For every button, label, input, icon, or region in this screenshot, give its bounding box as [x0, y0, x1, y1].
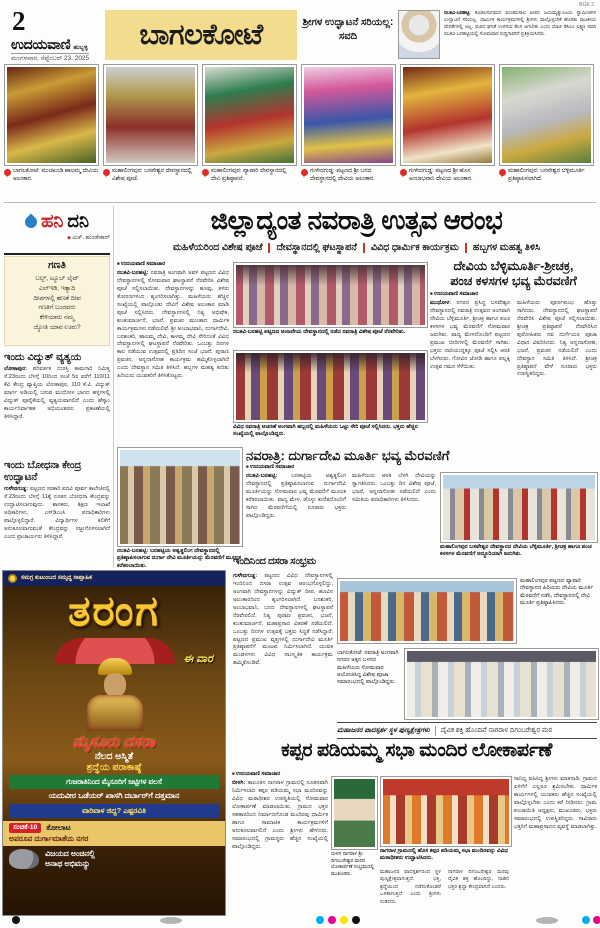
idol-procession-caption: ರಬಕವಿ-ಬನಹಟ್ಟಿ: ಬನಹಟ್ಟಿಯ ಅಶ್ವತ್ಥಲಿಂಗ ದೇವಸ್ಥಾನದಲ್ಲಿ ಪ್ರತಿಷ್ಠಾಪಿಸಲಾಗುವ ದುರ್ಗಾ ದೇವಿ ಮೂರ್ತಿಯನ್ನು ಮೆರವಣಿಗೆ ಮೂಲಕ ಕರೆತರಲಾಯಿತು. — [117, 548, 241, 569]
lead-photo-1 — [233, 262, 428, 328]
figure-torso-shape — [87, 695, 143, 731]
dasara-headline: ಇಂದಿನಿಂದ ದಸರಾ ಸಂಭ್ರಮ — [233, 556, 316, 567]
tarang-magazine-ad — [2, 570, 226, 916]
ad-item-1: ಗುಜರಾತಿನಿಂದ ಮೈಸೂರಿಗೆ ಜಟ್ಟಿಗಳ ವಲಸೆ — [9, 775, 219, 789]
idol-procession-photo — [117, 447, 243, 547]
strip-item — [499, 64, 594, 183]
truck-procession-photo — [337, 578, 517, 644]
silver-story-headline: ದೇವಿಯ ಬೆಳ್ಳಿಮೂರ್ತಿ-ಶ್ರೀಚಕ್ರ, ಪಂಚ ಕಳಸಗಳ ಭವ್ಯ ಮೆರವಣಿಗೆ — [450, 259, 577, 288]
location-pin-icon — [301, 169, 308, 178]
poem-line: ಬಲ್ಬ್, ಟ್ಯೂಬ್ ಲೈಟ್ — [35, 275, 79, 282]
brief-body: ರಬಕವಿ-ಬನಹಟ್ಟಿ: ಕೂಡಲಸಂಗಮದ ಪಂಚಮಸಾಲಿ ಪೀಠದ ಜಯಮೃತ್ಯುಂಜಯ ಸ್ವಾಮೀಜಿಗಳ ಉದ್ಘಾಟನೆ ಸರಿಯಲ್ಲ. ಧಾರ್ಮಿಕ ಕಾರ್ಯಕ್ರಮಗಳಲ್ಲಿ ಶ್ರೀಗಳು ಪಾಲ್ಗೊಳ್ಳಬೇಕೆ ಹೊರತು ರಾಜಕೀಯ ವೇದಿಕೆಗಳಲ್ಲಿ ಅಲ್ಲ. ಮಠದ ಘನತೆ ಉಳಿಸುವ ಕೆಲಸ ಆಗಬೇಕು ಎಂದು ಮಾಜಿ ಡಿಸಿಎಂ ಲಕ್ಷ್ಮಣ ಸವದಿ ರಬಕವಿ-ಬನಹಟ್ಟಿಯಲ್ಲಿ ಸೋಮವಾರ ಸುದ್ದಿಗಾರರಿಗೆ ಪ್ರತಿಕ್ರಿಯಿಸಿದರು. — [444, 11, 596, 37]
hall-colA: ಮಹಾಜನರ ಪಾದಸ್ಪರ್ಶದಿಂದ ಸ್ಥಳ ಪುಣ್ಯಕ್ಷೇತ್ರವಾಗುತ್ತದೆ. ಭಕ್ತಿ, ಶ್ರದ್ಧೆಯಿಂದ ನಡೆದುಕೊಂಡರೆ ಒಳಿತಾಗುತ್ತದೆ ಎಂದು ಶ್ರೀಗಳು ನುಡಿದರು. — [380, 869, 441, 905]
location-pin-icon — [499, 169, 506, 178]
strip-caption: ಮಹಾಲಿಂಗಪುರ: ವ್ಯಾಪಾರಿ ದೇವಸ್ಥಾನದಲ್ಲಿ ದೇವಿ ಪ್ರತಿಷ್ಠಾಪನೆ. — [211, 168, 287, 182]
hanidani-title-red: ಹನಿ — [40, 211, 64, 231]
magazine-emblem-icon — [8, 574, 17, 583]
divider — [4, 202, 596, 203]
ad-item-3: ವಾರಿವಾಳ ಜಿದ್ದ? ಎಷ್ಟರವಿತಿ — [9, 804, 219, 818]
teaching-center-story — [4, 460, 110, 568]
edition-city: ಹುಬ್ಬಳ್ಳಿ — [73, 45, 88, 51]
kicker-strip — [337, 722, 597, 739]
strip-caption: ಬಾಗಲಕೋಟೆ: ಮುಚಖಂಡಿ ಹಾಲಮ್ಮ ದೇವಿಯ ಅಲಂಕಾರ. — [13, 168, 99, 182]
subhead-separator — [465, 243, 467, 253]
registration-mark-cyan — [582, 916, 590, 924]
dasara-body: ಗುಳೇದಗುಡ್ಡ: ಪಟ್ಟಣದ ವಿವಿಧ ದೇವಸ್ಥಾನಗಳಲ್ಲಿ ಇಂದಿನಿಂದ ದಸರಾ ಉತ್ಸವ ಆರಂಭಗೊಳ್ಳಲಿದ್ದು, ಅಂಗವಾಗಿ ದೇವಸ್ಥಾನಗಳನ್ನು ವಿದ್ಯುತ್ ದೀಪ, ಹೂವಿನ ಅಲಂಕಾರದಿಂದ ಶೃಂಗರಿಸಲಾಗಿದೆ. ಬನಶಂಕರಿ, ಅಂಬಾಭವಾನಿ, ಬನದ ದೇವಸ್ಥಾನಗಳಲ್ಲಿ ಘಟಸ್ಥಾಪನೆ ನೆರವೇರಲಿದೆ. ನಿತ್ಯ ಪುರಾಣ ಪ್ರವಚನ, ಭಜನೆ, ಕುಂಕುಮಾರ್ಚನೆ, ಮಹಾಪ್ರಸಾದ ವಿತರಣೆ ನಡೆಯಲಿದೆ. ಒಂಬತ್ತು ದಿನಗಳ ಉತ್ಸವಕ್ಕೆ ಭಕ್ತರು ಸಿದ್ಧತೆ ನಡೆಸಿದ್ದಾರೆ. ಪಟ್ಟಣದ ಪ್ರಮುಖ ವೃತ್ತಗಳಲ್ಲಿ ದುರ್ಗಾದೇವಿ ಮೂರ್ತಿ ಪ್ರತಿಷ್ಠಾಪನೆಗೆ ಮಂಟಪ ನಿರ್ಮಿಸಲಾಗಿದೆ. ಯುವಕ ಮಂಡಳಗಳು ವಿವಿಧ ಸಾಂಸ್ಕೃತಿಕ ಕಾರ್ಯಕ್ರಮ ಹಮ್ಮಿಕೊಂಡಿವೆ. — [233, 573, 333, 667]
top-brief — [302, 8, 596, 62]
poem-line: ಜ್ಯೋತಿ ಯಾವ ಊರು? — [33, 323, 81, 331]
strip-caption: ಗುಳೇದಗುಡ್ಡ: ಪಟ್ಟಣದ ಶ್ರೀ ಹೊಸ ಅಂಬಾಭವಾನಿ ದೇವಿಯ ಅಲಂಕಾರ. — [409, 168, 473, 182]
location-pin-icon — [202, 169, 209, 178]
brief-portrait-photo — [398, 10, 440, 59]
subhead-item: ವಿವಿಧ ಧಾರ್ಮಿಕ ಕಾರ್ಯಕ್ರಮ — [370, 242, 459, 253]
subhead-item: ಮಹಿಳೆಯರಿಂದ ವಿಶೇಷ ಪೂಜೆ — [172, 242, 263, 253]
strip-item — [400, 64, 495, 183]
subhead-separator — [363, 243, 365, 253]
navaratri-col2: ಮಹಿಳೆಯರು ಆರತಿ ಬೆಳಗಿ ದೇವಿಯನ್ನು ಸ್ವಾಗತಿಸಿದರು. ಒಂಬತ್ತು ದಿನ ವಿಶೇಷ ಪೂಜೆ, ಭಜನೆ, ಅನ್ನದಾಸೋಹ ನಡೆಯಲಿದೆ ಎಂದು ಸಮಿತಿಯ ಪದಾಧಿಕಾರಿಗಳು ತಿಳಿಸಿದರು. — [352, 473, 436, 503]
hanidani-title-black: ದನಿ — [67, 211, 90, 231]
figure-face-shape — [104, 673, 126, 697]
power-outage-headline: ಇಂದು ವಿದ್ಯುತ್ ವ್ಯತ್ಯಯ — [4, 352, 82, 363]
truck-photo-caption: ಮಹಾಲಿಂಗಪುರ ಪಟ್ಟಣದ ವ್ಯಾಪಾರಿ ದೇವಸ್ಥಾನದ ಹಿರಿಯರು ದೇವಿಯ ಮೂರ್ತಿ ಮೆರವಣಿಗೆ ನಡೆಸಿ, ದೇವಸ್ಥಾನದಲ್ಲಿ ದೇವಿ ಮೂರ್ತಿ ಪ್ರತಿಷ್ಠಾಪಿಸಿದರು. — [520, 578, 594, 606]
registration-mark-magenta — [328, 916, 336, 924]
strip-item — [202, 64, 297, 183]
silver-col1: ಮುಧೋಳ: ನಗರದ ಪ್ರಸಿದ್ಧ ಬಸವೇಶ್ವರ ದೇವಸ್ಥಾನದಲ್ಲಿ ನವರಾತ್ರಿ ಉತ್ಸವದ ಅಂಗವಾಗಿ ದೇವಿಯ ಬೆಳ್ಳಿಮೂರ್ತಿ, ಶ್ರೀಚಕ್ರ ಹಾಗೂ ಪಂಚ ಕಳಸಗಳ ಭವ್ಯ ಮೆರವಣಿಗೆ ಸೋಮವಾರ ಜರುಗಿತು. ವಾದ್ಯ ಮೇಳದೊಂದಿಗೆ ಪಟ್ಟಣದ ಪ್ರಮುಖ ಬೀದಿಗಳಲ್ಲಿ ಮೆರವಣಿಗೆ ಸಾಗಿತು. ಭಕ್ತರು ದಾರಿಯುದ್ದಕ್ಕೂ ಪೂಜೆ ಸಲ್ಲಿಸಿ ಆರತಿ ಬೆಳಗಿದರು. ಗೋವಿನ ಜೋಡಿ ಹಾಗೂ ಪಲ್ಲಕ್ಕಿ ಉತ್ಸವ ಗಮನ ಸೆಳೆಯಿತು. — [430, 300, 510, 370]
teaching-center-headline: ಇಂದು ಬೋಧನಾ ಕೇಂದ್ರ ಉದ್ಘಾಟನೆ — [4, 460, 82, 483]
ad-week-label: ಈ ವಾರ — [183, 653, 213, 665]
elephant-photo-shape — [9, 849, 39, 869]
silver-columns — [430, 300, 597, 468]
poem-title: ಗಣತಿ — [48, 260, 66, 271]
stage-inauguration-photo — [380, 776, 512, 847]
deity-photo-2 — [103, 64, 198, 166]
hall-mini-columns — [380, 869, 510, 911]
poem-line: ಗಣತಿಗೆ ಬಂದವರು — [38, 304, 76, 312]
ad-subtitle-1: ನೆಲದ ಅಸ್ಮಿತೆ — [94, 751, 134, 763]
strip-item — [4, 64, 99, 183]
lead-photo-1-caption: ರಬಕವಿ-ಬನಹಟ್ಟಿ ಪಟ್ಟಣದ ಆಂಜನೇಯ ದೇವಸ್ಥಾನದಲ್ಲಿ ನಡೆದ ನವರಾತ್ರಿ ವಿಶೇಷ ಪೂಜೆ ನೆರವೇರಿತು. — [233, 329, 406, 335]
hall-colB: ನಾಗರಾಳ ದಿಗಂಬರೇಶ್ವರ ಮಠವು ದೈವಿಕ ಶಕ್ತಿ ಹೊಂದಿದ್ದು, ನಾಡಿನ ಭಕ್ತರ ಶ್ರದ್ಧಾ ಕೇಂದ್ರವಾಗಿದೆ ಎಂದರು. — [448, 869, 509, 890]
kicker-separator — [435, 726, 436, 736]
lead-photo-2 — [233, 350, 428, 423]
registration-mark-magenta — [593, 916, 600, 924]
band-photo-caption: ಮಹಾಲಿಂಗಪುರ ಬಸವೇಶ್ವರ ದೇವಸ್ಥಾನದ ದೇವಿಯ ಬೆಳ್ಳಿಮೂರ್ತಿ, ಶ್ರೀಚಕ್ರ ಹಾಗೂ ಪಂಚ ಕಳಸಗಳ ಮೆರವಣಿಗೆ ಅದ್ಧೂರಿಯಾಗಿ ಜರುಗಿತು. — [440, 544, 592, 558]
ad-cover-figure — [3, 636, 225, 732]
deity-photo-4 — [301, 64, 396, 166]
strip-item — [301, 64, 396, 183]
navaratri-col1: ರಬಕವಿ-ಬನಹಟ್ಟಿ: ಬನಹಟ್ಟಿಯ ಅಶ್ವತ್ಥಲಿಂಗ ದೇವಸ್ಥಾನದಲ್ಲಿ ಪ್ರತಿಷ್ಠಾಪಿಸಲಾಗುವ ದುರ್ಗಾದೇವಿ ಮೂರ್ತಿಯನ್ನು ಸೋಮವಾರ ಭವ್ಯ ಮೆರವಣಿಗೆ ಮೂಲಕ ಕರೆತರಲಾಯಿತು. ವಾದ್ಯ ಮೇಳ, ಡೊಳ್ಳು ಕುಣಿತದೊಂದಿಗೆ ಸಾಗಿದ ಮೆರವಣಿಗೆಯಲ್ಲಿ ನೂರಾರು ಭಕ್ತರು ಪಾಲ್ಗೊಂಡಿದ್ದರು. — [246, 473, 346, 519]
registration-mark-black — [352, 916, 360, 924]
ad-item-2: ಯದುವೀರ ಒಡೆಯರ್ ಖಾಸಗಿ ದರ್ಬಾರ್‌ಗೆ ದತ್ತಮಾನ — [48, 791, 180, 801]
lead-col1: ರಬಕವಿ-ಬನಹಟ್ಟಿ: ನವರಾತ್ರಿ ಅಂಗವಾಗಿ ಅವಳಿ ಪಟ್ಟಣದ ವಿವಿಧ ದೇವಸ್ಥಾನಗಳಲ್ಲಿ ಸೋಮವಾರ ಘಟಸ್ಥಾಪನೆ ನೆರವೇರಿಸಿ ವಿಶೇಷ ಪೂಜೆ ಸಲ್ಲಿಸಲಾಯಿತು. ದೇವಸ್ಥಾನಗಳನ್ನು ಹೂವು, ತಳಿರು ತೋರಣಗಳಿಂದ ಶೃಂಗರಿಸಲಾಗಿತ್ತು. ಮಹಿಳೆಯರು ಹೆಚ್ಚಿನ ಸಂಖ್ಯೆಯಲ್ಲಿ ಪಾಲ್ಗೊಂಡು ದೇವಿಗೆ ವಿಶೇಷ ಅಲಂಕಾರ ಮಾಡಿ ಪೂಜೆ ಸಲ್ಲಿಸಿದರು. ದೇವಸ್ಥಾನಗಳಲ್ಲಿ ನಿತ್ಯ ಅಭಿಷೇಕ, ಕುಂಕುಮಾರ್ಚನೆ, ಭಜನೆ, ಪ್ರವಚನ ಮುಂತಾದ ಧಾರ್ಮಿಕ ಕಾರ್ಯಕ್ರಮಗಳು ನಡೆಯಲಿವೆ. ಶ್ರೀ ಅಂಬಾಭವಾನಿ, ದುರ್ಗಾದೇವಿ, ಬನಶಂಕರಿ, ಹಾಲಮ್ಮ ದೇವಿ, ಕಾಳಮ್ಮ ದೇವಿ ಸೇರಿದಂತೆ ವಿವಿಧ ದೇವಸ್ಥಾನಗಳಲ್ಲಿ ಘಟಸ್ಥಾಪನೆ ನೆರವೇರಿತು. ಒಂಬತ್ತು ದಿನಗಳ ಕಾಲ ನಡೆಯುವ ಉತ್ಸವದಲ್ಲಿ ಪ್ರತಿದಿನ ಸಂಜೆ ಭಜನೆ, ಪುರಾಣ ಪ್ರವಚನ, ಅನ್ನದಾಸೋಹ ಕಾರ್ಯಕ್ರಮ ಹಮ್ಮಿಕೊಳ್ಳಲಾಗಿದೆ ಎಂದು ದೇವಸ್ಥಾನ ಸಮಿತಿ ತಿಳಿಸಿದೆ. ಹಬ್ಬಗಳ ಮಹತ್ವ ಕುರಿತು ಹಿರಿಯರು ಯುವಕರಿಗೆ ತಿಳಿಸಿಕೊಟ್ಟರು. — [117, 270, 229, 380]
group-photo-caption: ಬಾಗಲಕೋಟೆ: ನವರಾತ್ರಿ ಅಂಗವಾಗಿ ನಗರದ ಅಕ್ಕನ ಬಳಗದ ಮಹಿಳೆಯರು ಸೋಮವಾರ ಆಯೋಜಿಸಿದ್ದ ವಿಶೇಷ ಪೂಜಾ ಸಮಾರಂಭದಲ್ಲಿ ಪಾಲ್ಗೊಂಡಿದ್ದರು. — [337, 650, 399, 686]
hall-headline: ಕಪ್ಪರ ಪಡಿಯಮ್ಮ ಸಭಾ ಮಂದಿರ ಲೋಕಾರ್ಪಣೆ — [281, 740, 552, 761]
registration-mark-cyan — [316, 916, 324, 924]
page-number: 2 — [12, 6, 26, 36]
power-outage-body: ಲೋಕಾಪುರ: ಪರಿವರ್ತಕ ದುರಸ್ತಿ ಕಾಮಗಾರಿ ನಿಮಿತ್ತ ಸೆ.23ರಂದು ಬೆಳಗ್ಗೆ 10ರಿಂದ ಸಂಜೆ 5ರ ವರೆಗೆ 110/11 ಕೆವಿ ಕೇಂದ್ರ ವ್ಯಾಪ್ತಿಯ ಲೋಕಾಪುರ, 110 ಕೆ.ವಿ. ವಿದ್ಯುತ್ ಮಾರ್ಗ ಅಡಿಯಲ್ಲಿ ಬರುವ ಮುಧೋಳ ಭಾಗದ ಹಳ್ಳಿಗಳಲ್ಲಿ ವಿದ್ಯುತ್ ಪೂರೈಕೆಯಲ್ಲಿ ವ್ಯತ್ಯಯವಾಗಲಿದೆ ಎಂದು ಹೆಸ್ಕಾಂ ಕಾರ್ಯನಿರ್ವಾಹಕ ಅಭಿಯಂತರರು ಪ್ರಕಟಣೆಯಲ್ಲಿ ತಿಳಿಸಿದ್ದಾರೆ. — [4, 366, 110, 420]
strip-caption: ಮಹಾಲಿಂಗಪುರ: ಬಸವೇಶ್ವರ ಬೆಳ್ಳಿಮೂರ್ತಿ ಪ್ರತಿಷ್ಠಾಪಿಸಲಾಗಿದೆ. — [508, 168, 585, 182]
ad-feature-title: ಮೈಸೂರು ದಸರಾ — [73, 734, 155, 752]
edition-code: BGK 2 — [579, 2, 594, 8]
hanidani-logo-box — [4, 207, 110, 255]
hall-col4: ಸಾನಿಧ್ಯ ವಹಿಸಿದ್ದ ಶ್ರೀಗಳು ಮಾತನಾಡಿ, ಗ್ರಾಮದ ಏಳಿಗೆಗೆ ಎಲ್ಲರೂ ಶ್ರಮಿಸಬೇಕು. ಧಾರ್ಮಿಕ ಕಾರ್ಯಗಳಲ್ಲಿ ಯುವಕರು ಹೆಚ್ಚಿನ ಸಂಖ್ಯೆಯಲ್ಲಿ ಪಾಲ್ಗೊಳ್ಳಬೇಕು ಎಂದು ಕರೆ ನೀಡಿದರು. ಗ್ರಾಮ ಪಂಚಾಯಿತಿ ಅಧ್ಯಕ್ಷರು, ಮುಖಂಡರು, ಭಕ್ತರು ಸಮಾರಂಭದಲ್ಲಿ ಉಪಸ್ಥಿತರಿದ್ದರು. ಸಾವಿರಾರು ಭಕ್ತರಿಗೆ ಮಹಾಪ್ರಸಾದದ ವ್ಯವಸ್ಥೆ ಮಾಡಲಾಗಿತ್ತು. — [514, 776, 597, 830]
silver-col2: ಮಹಿಳೆಯರು ಪೂರ್ಣಕುಂಭ ಹೊತ್ತು ಸಾಗಿದರು. ದೇವಸ್ಥಾನದಲ್ಲಿ ಘಟಸ್ಥಾಪನೆ ನೆರವೇರಿಸಿ ವಿಶೇಷ ಪೂಜೆ ಸಲ್ಲಿಸಲಾಯಿತು. ಶ್ರೀಚಕ್ರ ಪ್ರತಿಷ್ಠಾಪನೆ ನೆರವೇರಿಸಿದ ಪುರೋಹಿತರು ನವ ದುರ್ಗೆಯರ ಪೂಜಾ ವಿಧಾನ ವಿವರಿಸಿದರು. ನಿತ್ಯ ಅನ್ನದಾಸೋಹ, ಭಜನೆ, ಪ್ರವಚನ ನಡೆಯಲಿದೆ ಎಂದು ದೇವಸ್ಥಾನ ಸಮಿತಿ ತಿಳಿಸಿದೆ. ಶ್ರೀಚಕ್ರ ಪ್ರತಿಷ್ಠಾಪನೆ ವೇಳೆ ನೂರಾರು ಭಕ್ತರು ಉಪಸ್ಥಿತರಿದ್ದರು. — [517, 300, 597, 378]
ad-gold-band — [3, 821, 225, 846]
deity-photo-1 — [4, 64, 99, 166]
poem-line: ಎಲ್‌ಇಡಿ, ಇತ್ಯಾದಿ — [38, 284, 76, 292]
teaching-center-body: ಗುಳೇದಗುಡ್ಡ: ಪಟ್ಟಣದ ಸರಕಾರಿ ಪದವಿ ಪೂರ್ವ ಕಾಲೇಜಿನಲ್ಲಿ ಸೆ.23ರಂದು ಬೆಳಗ್ಗೆ 11ಕ್ಕೆ ನೂತನ ಬೋಧನಾ ಕೇಂದ್ರವನ್ನು ಉದ್ಘಾಟಿಸಲಾಗುವುದು. ಶಾಸಕರು, ಶಿಕ್ಷಣ ಇಲಾಖೆ ಅಧಿಕಾರಿಗಳು, ಎಸ್‌ಡಿಎಂಸಿ ಪದಾಧಿಕಾರಿಗಳು ಪಾಲ್ಗೊಳ್ಳಲಿದ್ದಾರೆ. ವಿದ್ಯಾರ್ಥಿಗಳ ಕಲಿಕೆಗೆ ಅನುಕೂಲವಾಗುವಂತೆ ಕೇಂದ್ರವನ್ನು ಸಜ್ಜುಗೊಳಿಸಲಾಗಿದೆ ಎಂದು ಪ್ರಾಚಾರ್ಯರು ತಿಳಿಸಿದ್ದಾರೆ. — [4, 486, 110, 540]
hanidani-author: ◆ ಎಚ್. ಹುಂಡೇಕಾರ್ — [4, 235, 110, 242]
navaratri-columns — [246, 473, 436, 551]
strip-item — [103, 64, 198, 183]
stage-photo-caption: ನಾಗರಾಳ ಗ್ರಾಮದಲ್ಲಿ ಹೊಸ ಕಪ್ಪರ ಪಡಿಯಮ್ಮ ಸಭಾ ಮಂದಿರವನ್ನು ವಿವಿಧ ಮಠಾಧೀಶರು ಉದ್ಘಾಟಿಸಿದರು. — [380, 848, 508, 862]
registration-mark-black — [12, 916, 20, 924]
deity-photo-3 — [202, 64, 297, 166]
kicker-right: ದೈವಿಕ ಶಕ್ತಿ ಹೊಂದಿವೆ ನಾಗರಾಳ ದಿಗಂಬರೇಶ್ವರ ಮಠ — [440, 726, 552, 734]
location-pin-icon — [400, 169, 407, 178]
ad-item-5: ವಿಜಯದ ಅಂಚಿನಲ್ಲಿ ಅನಾಥ ಅಭಿಮನ್ಯು — [45, 848, 95, 868]
women-group-photo — [404, 648, 599, 720]
tarang-logo: ತರಂಗ — [68, 587, 160, 634]
ad-issue-badge: ಸಂಚಿಕೆ-10 — [9, 823, 41, 833]
deity-photo-5 — [400, 64, 495, 166]
ad-topbar — [3, 571, 225, 586]
poem-line: ಕೇಳಿಯಾರು ನಮ್ಮ — [39, 314, 75, 321]
ad-text-block — [3, 732, 225, 868]
hall-byline: ■ ಉದಯವಾಣಿ ಸಮಾಚಾರ — [232, 771, 332, 778]
silver-byline: ■ ಉದಯವಾಣಿ ಸಮಾಚಾರ — [430, 291, 597, 298]
date-line: ಮಂಗಳವಾರ, ಸೆಪ್ಟೆಂಬರ್ 23, 2025 — [11, 55, 90, 62]
ad-bottom-row — [9, 849, 219, 869]
subhead-item: ಹಬ್ಬಗಳ ಮಹತ್ವ ತಿಳಿಸಿ — [472, 242, 541, 253]
section-title-box — [105, 10, 297, 60]
power-outage-story — [4, 352, 110, 458]
poem-box — [4, 256, 110, 346]
water-drop-icon — [22, 213, 39, 230]
column-rule — [113, 206, 114, 568]
lead-photo-2-caption: ವಿವಿಧ ನವರಾತ್ರಿ ಆಚರಣೆ ಅಂಗವಾಗಿ ಹಬ್ಬದಲ್ಲಿ ಮಹಿಳೆಯರು ಒಟ್ಟು ಸೇರಿ ಪೂಜೆ ಸಲ್ಲಿಸಿದರು. ಭಕ್ತರು ಹೆಚ್ಚಿನ ಸಂಖ್ಯೆಯಲ್ಲಿ ಪಾಲ್ಗೊಂಡಿದ್ದರು. — [233, 424, 418, 438]
brief-headline: ಶ್ರೀಗಳ ಉದ್ಘಾಟನೆ ಸರಿಯಲ್ಲ: ಸವದಿ — [302, 17, 394, 42]
brief-dateline: ರಬಕವಿ-ಬನಹಟ್ಟಿ: — [444, 11, 471, 16]
navaratri-headline: ನವರಾತ್ರಿ: ದುರ್ಗಾದೇವಿ ಮೂರ್ತಿ ಭವ್ಯ ಮೆರವಣಿಗೆ — [246, 448, 450, 463]
lead-headline: ಜಿಲ್ಲಾದ್ಯಂತ ನವರಾತ್ರಿ ಉತ್ಸವ ಆರಂಭ — [210, 205, 503, 235]
masthead — [11, 36, 88, 54]
section-title: ಬಾಗಲಕೋಟೆ — [139, 19, 263, 51]
poem-line: ದೀಪಗಳಲ್ಲಿ ಹಣತೆ ದೀಪ — [33, 294, 81, 302]
navaratri-byline: ■ ಉದಯವಾಣಿ ಸಮಾಚಾರ — [246, 464, 446, 471]
registration-mark-oval — [536, 917, 558, 924]
leaders-photo-caption: ಬೀಳಗಿ ನಾಗರಾಳ ಶ್ರೀ ದಿಗಂಬರೇಶ್ವರ ಮಠದ ಲೋಕಾರ್ಪಣೆ ಸಂಭ್ರಮದಲ್ಲಿ ಮುಖಂಡರು. — [331, 851, 375, 877]
ad-badge-label: ಕೋಲಾಟ — [46, 822, 71, 832]
hall-col1: ಬೀಳಗಿ: ತಾಲೂಕಿನ ನಾಗರಾಳ ಗ್ರಾಮದಲ್ಲಿ ನೂತನವಾಗಿ ನಿರ್ಮಿಸಲಾದ ಕಪ್ಪರ ಪಡಿಯಮ್ಮ ಸಭಾ ಮಂದಿರವನ್ನು ವಿವಿಧ ಮಠಾಧೀಶರ ಉಪಸ್ಥಿತಿಯಲ್ಲಿ ಸೋಮವಾರ ಲೋಕಾರ್ಪಣೆ ಮಾಡಲಾಯಿತು. ಗ್ರಾಮದ ಭಕ್ತರ ಸಹಕಾರದಿಂದ ನಿರ್ಮಾಣಗೊಂಡ ಮಂದಿರವು ಧಾರ್ಮಿಕ ಹಾಗೂ ಸಾಮಾಜಿಕ ಕಾರ್ಯಕ್ರಮಗಳಿಗೆ ಅನುಕೂಲವಾಗಲಿದೆ ಎಂದು ಶ್ರೀಗಳು ಹೇಳಿದರು. ಸಮಾರಂಭದಲ್ಲಿ ಗ್ರಾಮಸ್ಥರು ಹೆಚ್ಚಿನ ಸಂಖ್ಯೆಯಲ್ಲಿ ಪಾಲ್ಗೊಂಡಿದ್ದರು. — [232, 780, 328, 850]
ad-item-4: ಅಪರೂಪ ದುರ್ಗಾಮಾತೆಯ ನಗರ — [9, 833, 89, 843]
ad-tagline: ಸಮಗ್ರ ಕುಟುಂಬದ ಸಮೃದ್ಧ ಸಾಪ್ತಾಹಿಕ — [21, 575, 92, 581]
strip-caption: ಗುಳೇದಗುಡ್ಡ: ಪಟ್ಟಣದ ಶ್ರೀ ಬನದ ದೇವಸ್ಥಾನದಲ್ಲಿ ದೇವಿಯ ಅಲಂಕಾರ. — [310, 168, 375, 182]
registration-mark-oval — [160, 917, 182, 924]
location-pin-icon — [4, 169, 11, 178]
leaders-photo — [331, 776, 378, 850]
ad-subtitle-2: ಶ್ರದ್ಧೆಯ ಪರಾಕಾಷ್ಠೆ — [86, 762, 142, 774]
lead-byline: ■ ಉದಯವಾಣಿ ಸಮಾಚಾರ — [117, 261, 229, 268]
lead-subhead — [116, 242, 597, 253]
registration-mark-yellow — [340, 916, 348, 924]
band-procession-photo — [440, 472, 598, 543]
subhead-separator — [268, 243, 270, 253]
deity-photo-6 — [499, 64, 594, 166]
subhead-item: ದೇವಸ್ಥಾನದಲ್ಲಿ ಘಟಸ್ಥಾಪನೆ — [276, 242, 357, 253]
location-pin-icon — [103, 169, 110, 178]
paper-name: ಉದಯವಾಣಿ — [11, 36, 71, 52]
kicker-left: ಮಹಾಜನರ ಪಾದಸ್ಪರ್ಶ ಸ್ಥಳ ಪುಣ್ಯಕ್ಷೇತ್ರಗಳು — [337, 726, 430, 734]
strip-caption: ಮಹಾಲಿಂಗಪುರ: ಬಸವೇಶ್ವರ ದೇವಸ್ಥಾನದಲ್ಲಿ ವಿಶೇಷ ಪೂಜೆ. — [112, 168, 192, 182]
